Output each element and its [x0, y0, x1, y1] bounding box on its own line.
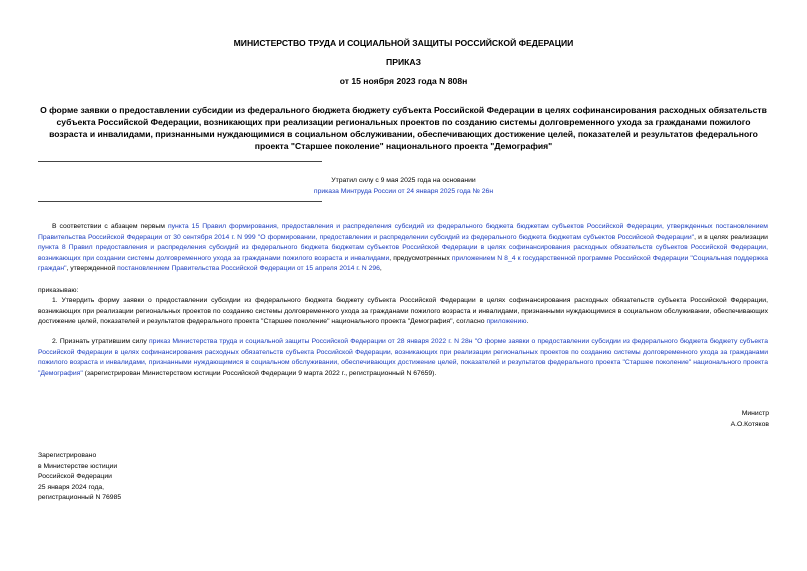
lost-force-notice	[0, 175, 807, 197]
signature-position: Министр	[741, 410, 769, 417]
para1-link-resolution[interactable]: постановлением Правительства Российской Федерации от 15 апреля 2014 г. N 296	[117, 265, 380, 272]
ministry-heading: МИНИСТЕРСТВО ТРУДА И СОЦИАЛЬНОЙ ЗАЩИТЫ РОССИЙСКОЙ ФЕДЕРАЦИИ	[233, 38, 574, 48]
para1-text-2: , и в целях реализации	[694, 233, 768, 241]
registration-line: 25 января 2024 года,	[38, 483, 105, 491]
para4-text-1: 2. Признать утратившим силу	[52, 338, 149, 345]
signature-name: А.О.Котяков	[730, 421, 769, 428]
order-title: О форме заявки о предоставлении субсидии из федерального бюджета бюджету субъекта Российской Федерации в целях софинансирования расходных обязательств субъекта Российской Федерации, возникающих при реализации региональных проектов по созданию системы долговременного ухода за гражданами пожилого возраста и инвалидами, признанными нуждающимися в социальном обслуживании, обеспечивающих достижение целей, показателей и результатов федерального проекта "Старшее поколение" национального проекта "Демография"	[40, 105, 767, 151]
para1-link-rules-8[interactable]: пункта 8 Правил предоставления и распределения субсидий из федерального бюджета бюджетам субъектов Российской Федерации в целях софинансирования расходных обязательств субъектов Российской Федерации, возникающих при создании системы долговременного ухода за гражданами пожилого возраста и инвалидами	[38, 244, 768, 262]
order-keyword: приказываю:	[38, 287, 79, 294]
para3-text-2: .	[526, 318, 529, 325]
preamble-paragraph	[38, 222, 768, 275]
para1-text-3: , предусмотренных	[389, 254, 452, 262]
para1-text-4: , утвержденной	[66, 265, 118, 272]
para3-link-appendix[interactable]: приложению	[486, 318, 527, 325]
para1-text-1: В соответствии с абзацем первым	[52, 223, 168, 230]
registration-line: регистрационный N 76985	[38, 494, 122, 501]
para1-text-5: ,	[379, 265, 382, 272]
divider-bottom	[38, 201, 322, 202]
registration-line: Зарегистрировано	[38, 452, 97, 459]
registration-block	[38, 451, 121, 504]
item-2-paragraph	[38, 337, 768, 379]
para1-link-rules-15[interactable]: пункта 15 Правил формирования, предоставления и распределения субсидий из федерального бюджета бюджетам субъектов Российской Федерации, утвержденных постановлением Правительства Российской Федерации от 30 сентября 2014 г. N 999 "О формировании, предоставлении и распределении субсидий из федерального бюджета бюджетам субъектов Российской Федерации"	[38, 223, 768, 241]
doc-type-heading: ПРИКАЗ	[386, 57, 421, 67]
para3-text-1: 1. Утвердить форму заявки о предоставлении субсидии из федерального бюджета бюджету субъекта Российской Федерации в целях софинансирования расходных обязательств субъекта Российской Федерации, возникающих при реализации региональных проектов по созданию системы долговременного ухода за гражданами пожилого возраста и инвалидами, признанными нуждающимися в социальном обслуживании, обеспечивающих достижение целей, показателей и результатов федерального проекта "Старшее поколение" национального проекта "Демография", согласно	[38, 297, 768, 325]
registration-line: в Министерстве юстиции	[38, 462, 118, 470]
lost-force-link[interactable]: приказа Минтруда России от 24 января 2025 года № 26н	[313, 188, 494, 195]
item-1-paragraph	[38, 296, 768, 328]
para1-link-appendix[interactable]: приложением N 8_4 к государственной программе Российской Федерации "Социальная поддержка граждан"	[38, 254, 768, 272]
para4-text-2: (зарегистрирован Министерством юстиции Российской Федерации 9 марта 2022 г., регистрационный N 67659).	[82, 369, 437, 377]
order-date-number: от 15 ноября 2023 года N 808н	[339, 76, 468, 86]
divider-top	[38, 161, 322, 162]
lost-force-text: Утратил силу с 9 мая 2025 года на основании	[331, 177, 476, 184]
para4-link-order-28n[interactable]: приказ Министерства труда и социальной защиты Российской Федерации от 28 января 2022 г. N 28н "О форме заявки о предоставлении субсидии из федерального бюджета бюджету субъекта Российской Федерации в целях софинансирования расходных обязательств субъекта Российской Федерации, возникающих при реализации региональных проектов по созданию системы долговременного ухода за гражданами пожилого возраста и инвалидами, признанными нуждающимися в социальном обслуживании, обеспечивающих достижение целей, показателей и результатов федерального проекта "Старшее поколение" национального проекта "Демография"	[38, 338, 768, 377]
registration-line: Российской Федерации	[38, 473, 112, 480]
signature-block	[731, 408, 769, 430]
